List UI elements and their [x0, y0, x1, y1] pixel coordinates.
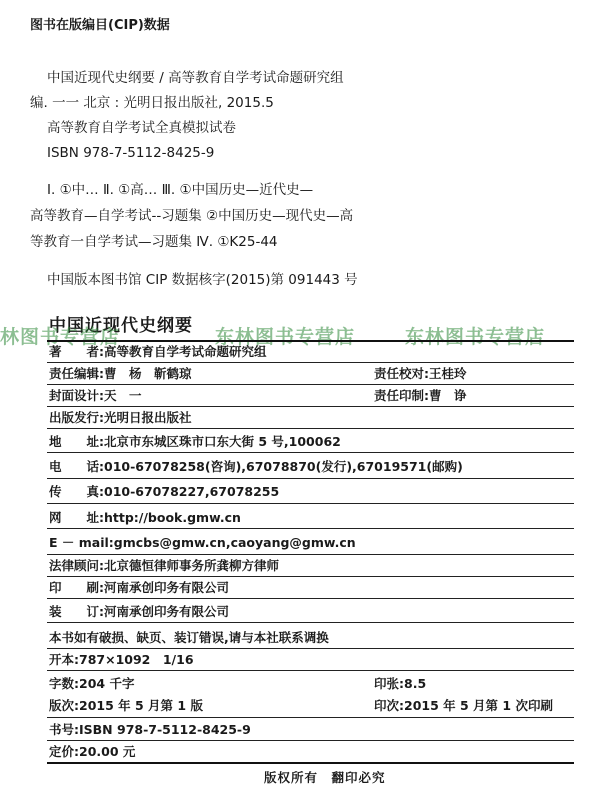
cip-line-5: Ⅰ. ①中… Ⅱ. ①高… Ⅲ. ①中国历史—近代史— [47, 182, 314, 198]
info-printing-supervisor: 责任印制:曹 诤 [374, 388, 467, 403]
copyright-notice: 版权所有 翻印必究 [264, 770, 386, 785]
info-email: E － mail:gmcbs@gmw.cn,caoyang@gmw.cn [49, 535, 356, 550]
info-edition: 版次:2015 年 5 月第 1 版 [49, 698, 203, 713]
info-cover-design: 封面设计:天 一 [49, 388, 142, 403]
cip-title: 图书在版编目(CIP)数据 [30, 18, 170, 33]
info-binder: 装 订:河南承创印务有限公司 [49, 604, 229, 619]
watermark-middle: 东林图书专营店 [215, 326, 356, 348]
info-fax: 传 真:010-67078227,67078255 [49, 484, 280, 499]
info-isbn: 书号:ISBN 978-7-5112-8425-9 [49, 722, 251, 737]
divider [47, 478, 574, 479]
info-sheets: 印张:8.5 [374, 676, 427, 691]
divider [47, 554, 574, 555]
divider [47, 576, 574, 577]
book-title: 中国近现代史纲要 [49, 316, 193, 336]
info-legal: 法律顾问:北京德恒律师事务所龚柳方律师 [49, 558, 279, 573]
info-price: 定价:20.00 元 [49, 744, 136, 759]
info-notice: 本书如有破损、缺页、装订错误,请与本社联系调换 [49, 630, 329, 645]
divider [47, 428, 574, 429]
cip-line-6: 高等教育—自学考试--习题集 ②中国历史—现代史—高 [30, 208, 354, 224]
cip-line-7: 等教育一自学考试—习题集 Ⅳ. ①K25-44 [30, 234, 278, 250]
divider [47, 740, 574, 741]
divider [47, 598, 574, 599]
info-printer: 印 刷:河南承创印务有限公司 [49, 580, 229, 595]
info-proofreader: 责任校对:王桂玲 [374, 366, 467, 381]
cip-line-8: 中国版本图书馆 CIP 数据核字(2015)第 091443 号 [47, 272, 358, 288]
divider [47, 384, 574, 385]
info-format: 开本:787×1092 1/16 [49, 652, 194, 667]
watermark-right: 东林图书专营店 [405, 326, 546, 348]
rule-bottom [47, 762, 574, 764]
cip-line-4: ISBN 978-7-5112-8425-9 [47, 145, 215, 161]
divider [47, 648, 574, 649]
watermark-left: 林图书专营店 [0, 326, 121, 348]
cip-line-2: 编. 一一 北京 : 光明日报出版社, 2015.5 [30, 95, 274, 111]
divider [47, 503, 574, 504]
divider [47, 362, 574, 363]
divider [47, 717, 574, 718]
divider [47, 452, 574, 453]
divider [47, 670, 574, 671]
info-editor: 责任编辑:曹 杨 靳鹤琼 [49, 366, 192, 381]
info-phone: 电 话:010-67078258(咨询),67078870(发行),67019571(邮购) [49, 459, 463, 474]
divider [47, 622, 574, 623]
divider [47, 528, 574, 529]
info-author: 著 者:高等教育自学考试命题研究组 [49, 344, 267, 359]
rule-top [47, 340, 574, 342]
info-word-count: 字数:204 千字 [49, 676, 135, 691]
divider [47, 406, 574, 407]
info-website: 网 址:http://book.gmw.cn [49, 510, 241, 525]
info-impression: 印次:2015 年 5 月第 1 次印刷 [374, 698, 553, 713]
cip-line-3: 高等教育自学考试全真模拟试卷 [47, 120, 236, 136]
info-address: 地 址:北京市东城区珠市口东大街 5 号,100062 [49, 434, 341, 449]
info-publisher: 出版发行:光明日报出版社 [49, 410, 192, 425]
cip-line-1: 中国近现代史纲要 / 高等教育自学考试命题研究组 [47, 70, 344, 86]
